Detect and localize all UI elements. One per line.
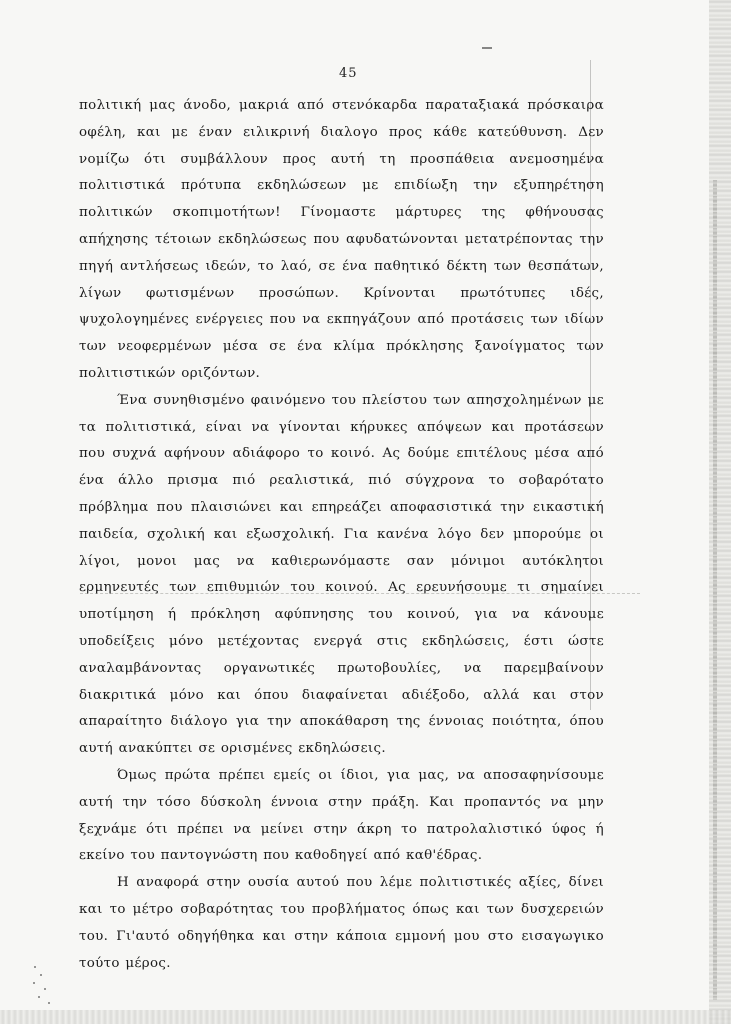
scan-edge-shadow [713,180,717,1000]
paragraph-4: Η αναφορά στην ουσία αυτού που λέμε πολιτιστικές αξίες, δίνει και το μέτρο σοβαρότητας του προβλήματος όπως και των δυσχερειών του. Γι'αυτό οδηγήθηκα και στην κάποια εμμονή μου στο εισαγωγικο τούτο μέρος. [79,875,604,971]
paragraph-1: πολιτική μας άνοδο, μακριά από στενόκαρδα παραταξιακά πρόσκαιρα οφέλη, και με έναν ειλικρινή διαλογο προς κάθε κατεύθυνση. Δεν νομίζω ότι συμβάλλουν προς αυτή τη προσπάθεια ανεμοσημένα πολιτιστικά πρότυπα εκδηλώσεων με επιδίωξη την εξυπηρέτηση πολιτικών σκοπιμοτήτων! Γίνομαστε μάρτυρες της φθήνουσας απήχησης τέτοιων εκδηλώσεως που αφυδατώνονται μετατρέποντας την πηγή αντλήσεως ιδεών, το λαό, σε ένα παθητικό δέκτη των θεσπάτων, λίγων φωτισμένων προσώπων. Κρίνονται πρωτότυπες ιδές, ψυχολογημένες ενέργειες που να εκπηγάζουν από προτάσεις των ιδίων των νεοφερμένων μέσα σε ένα κλίμα πρόκλησης ξανοίγματος των πολιτιστικών οριζόντων. [79,98,604,381]
body-text [79,93,604,977]
page-number: 45 [339,66,358,81]
scan-edge-bottom [0,1010,731,1024]
scan-specks [30,960,70,1010]
paragraph-2: Ένα συνηθισμένο φαινόμενο του πλείστου των απησχολημένων με τα πολιτιστικά, είναι να γίνονται κήρυκες απόψεων και προτάσεων που συχνά αφήνουν αδιάφορο το κοινό. Ας δούμε επιτέλους μέσα από ένα άλλο πρισμα πιό ρεαλιστικά, πιό σύγχρονα το σοβαρότατο πρόβλημα που πλαισιώνει και επηρεάζει αποφασιστικά την εικαστική παιδεία, σχολική και εξωσχολική. Για κανένα λόγο δεν μπορούμε οι λίγοι, μονοι μας να καθιερωνόμαστε σαν μόνιμοι αυτόκλητοι ερμηνευτές των επιθυμιών του κοινού. Ας ερευνήσουμε τι σημαίνει υποτίμηση ή πρόκληση αφύπνησης του κοινού, για να κάνουμε υποδείξεις μόνο μετέχοντας ενεργά στις εκδηλώσεις, έστι ώστε αναλαμβάνοντας οργανωτικές πρωτοβουλίες, να παρεμβαίνουν διακριτικά μόνο και όπου διαφαίνεται αδιέξοδο, αλλά και στον απαραίτητο διάλογο για την αποκάθαρση της έννοιας ποιότητα, όπου αυτή ανακύπτει σε ορισμένες εκδηλώσεις. [79,392,604,757]
paragraph-3: Όμως πρώτα πρέπει εμείς οι ίδιοι, για μας, να αποσαφηνίσουμε αυτή την τόσο δύσκολη έννοια στην πράξη. Και προπαντός να μην ξεχνάμε ότι πρέπει να μείνει στην άκρη το πατρολαλιστικό ύφος ή εκείνο του παντογνώστη που καθοδηγεί από καθ'έδρας. [79,767,604,864]
scan-mark [482,47,492,49]
